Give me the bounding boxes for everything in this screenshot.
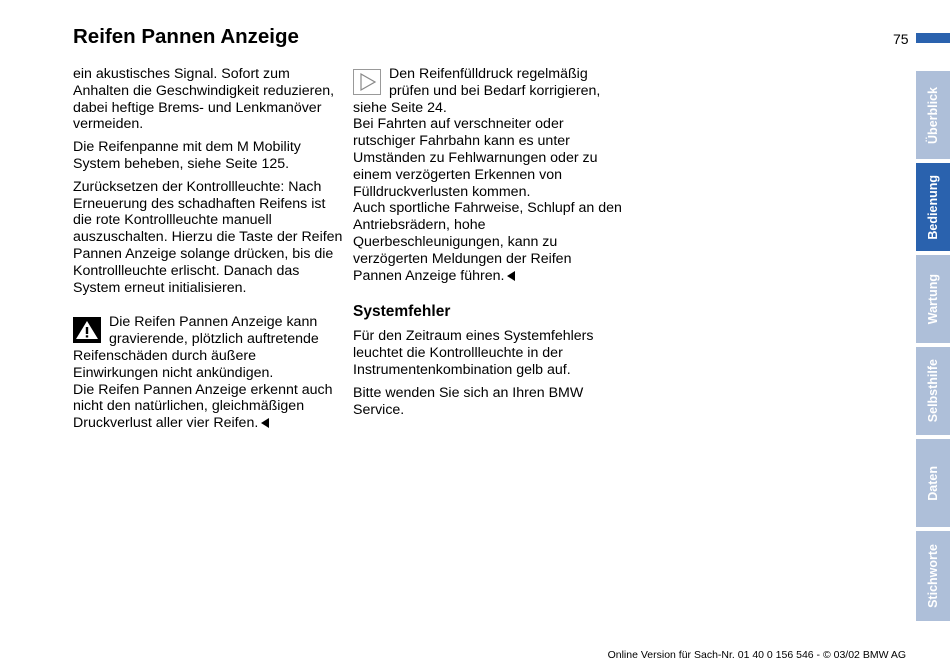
paragraph: Bitte wenden Sie sich an Ihren BMW Service. [353, 384, 584, 418]
tab-label: Überblick [926, 86, 940, 144]
tip-paragraph [353, 200, 623, 284]
paragraph: Die Reifenpanne mit dem M Mobility System beheben, siehe Seite 125. [73, 139, 301, 172]
tab-ueberblick[interactable] [916, 71, 950, 159]
tab-wartung[interactable] [916, 255, 950, 343]
tip-lead: Den Reifenfülldruck regelmäßig prüfen und bei Bedarf korrigieren, [389, 66, 601, 99]
tab-stichworte[interactable] [916, 531, 950, 621]
warning-paragraph [73, 382, 343, 432]
column-left [73, 66, 343, 432]
tab-bedienung[interactable] [916, 163, 950, 251]
tab-label: Stichworte [926, 544, 940, 608]
end-of-section-icon [261, 418, 269, 428]
tab-label: Wartung [926, 273, 940, 325]
page-title: Reifen Pannen Anzeige [73, 25, 299, 48]
tab-label: Selbsthilfe [926, 359, 940, 423]
footer-copyright: Online Version für Sach-Nr. 01 40 0 156 546 - © 03/02 BMW AG [607, 649, 906, 661]
warning-note [73, 314, 343, 432]
page-number: 75 [893, 31, 909, 47]
column-right [353, 66, 623, 424]
tab-selbsthilfe[interactable] [916, 347, 950, 435]
warning-lead: Die Reifen Pannen Anzeige kann gravierende, plötzlich auftretende [109, 314, 319, 348]
section-heading: Systemfehler [353, 303, 451, 321]
tip-paragraph-text: Auch sportliche Fahrweise, Schlupf an den Antriebsrädern, hohe Querbeschleunigungen, kann zu verzögerten Meldungen der Reifen Pannen Anzeige führen. [353, 200, 622, 284]
warning-paragraph-text: Die Reifen Pannen Anzeige erkennt auch nicht den natürlichen, gleichmäßigen Druckverlust aller vier Reifen. [73, 381, 333, 432]
tab-label: Bedienung [926, 174, 940, 240]
tip-text: siehe Seite 24. [353, 99, 447, 116]
end-of-section-icon [507, 271, 515, 281]
page-number-bar [916, 33, 950, 43]
paragraph: Zurücksetzen der Kontrollleuchte: Nach Erneuerung des schadhaften Reifens ist die rote Kontrollleuchte manuell auszuschalten. Hierzu die Taste der Reifen Pannen Anzeige solange drücken, bis die Kontrollleuchte erlischt. Danach das System erneut initialisieren. [73, 178, 343, 296]
paragraph: ein akustisches Signal. Sofort zum Anhalten die Geschwindigkeit reduzieren, dabei heftige Brems- und Lenkmanöver vermeiden. [73, 66, 335, 133]
warning-triangle-icon [73, 317, 101, 343]
tab-daten[interactable] [916, 439, 950, 527]
tab-label: Daten [926, 465, 940, 501]
tip-paragraph: Bei Fahrten auf verschneiter oder rutschiger Fahrbahn kann es unter Umständen zu Fehlwarnungen oder zu einem verzögerten Erkennen von Fülldruckverlusten kommen. [353, 116, 598, 200]
paragraph: Für den Zeitraum eines Systemfehlers leuchtet die Kontrollleuchte in der Instrumentenkombination gelb auf. [353, 328, 594, 378]
tip-note [353, 66, 623, 284]
tip-arrow-icon [353, 69, 381, 95]
warning-text: Reifenschäden durch äußere Einwirkungen nicht ankündigen. [73, 347, 274, 381]
